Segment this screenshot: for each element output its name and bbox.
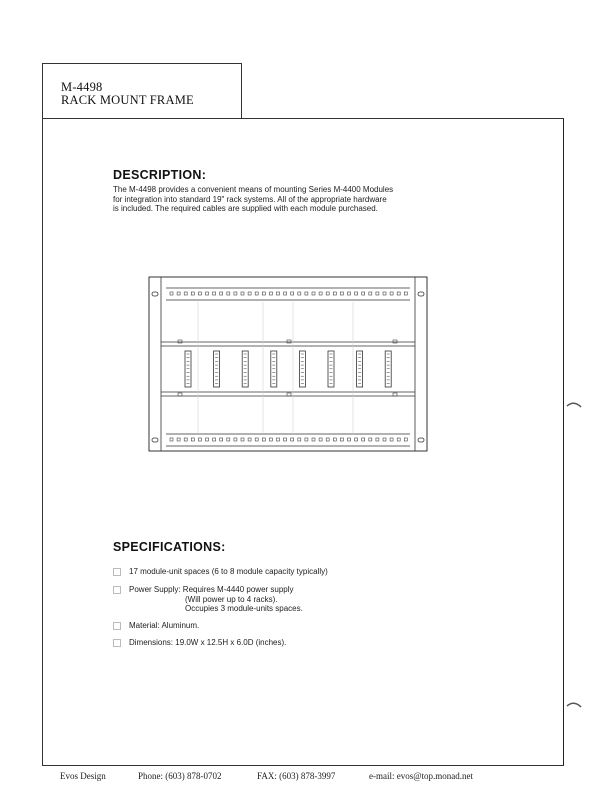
mounting-hole (333, 438, 336, 441)
mounting-hole (312, 292, 315, 295)
mounting-hole (298, 292, 301, 295)
mounting-hole (369, 292, 372, 295)
mounting-hole (177, 438, 180, 441)
mounting-hole (248, 292, 251, 295)
mounting-hole (362, 292, 365, 295)
footer-phone: Phone: (603) 878-0702 (138, 771, 222, 781)
mounting-hole (177, 292, 180, 295)
mounting-hole (277, 438, 280, 441)
mounting-hole (227, 438, 230, 441)
spec-sub-line: Occupies 3 module-units spaces. (185, 604, 303, 613)
bullet-icon (113, 639, 121, 647)
mounting-hole (198, 438, 201, 441)
description-line: is included. The required cables are supplied with each module purchased. (113, 204, 378, 213)
mounting-hole (390, 292, 393, 295)
mounting-hole (241, 292, 244, 295)
mounting-hole (213, 292, 216, 295)
mounting-hole (340, 292, 343, 295)
spec-text (129, 585, 303, 614)
mounting-hole (191, 292, 194, 295)
description-line: The M-4498 provides a convenient means of mounting Series M-4400 Modules (113, 185, 394, 194)
mounting-hole (234, 292, 237, 295)
description-heading: DESCRIPTION: (113, 168, 207, 182)
mounting-hole (383, 292, 386, 295)
description-text (113, 185, 493, 214)
mounting-hole (291, 292, 294, 295)
mounting-hole (206, 438, 209, 441)
punch-hole-mark (566, 400, 582, 410)
spec-text: Dimensions: 19.0W x 12.5H x 6.0D (inches). (129, 638, 287, 647)
mounting-hole (348, 292, 351, 295)
mounting-hole (390, 438, 393, 441)
mounting-hole (206, 292, 209, 295)
mounting-hole (319, 438, 322, 441)
mounting-hole (255, 438, 258, 441)
description-line: for integration into standard 19" rack systems. All of the appropriate hardware (113, 194, 387, 204)
mounting-hole (184, 438, 187, 441)
spec-sub-line: (Will power up to 4 racks). (185, 594, 278, 604)
specifications-heading: SPECIFICATIONS: (113, 540, 226, 554)
title-box (42, 63, 242, 119)
mounting-hole (241, 438, 244, 441)
mounting-hole (227, 292, 230, 295)
mounting-hole (198, 292, 201, 295)
bullet-icon (113, 622, 121, 630)
mounting-hole (213, 438, 216, 441)
mounting-hole (369, 438, 372, 441)
mounting-hole (397, 438, 400, 441)
frame-top-border (242, 118, 564, 119)
mounting-hole (404, 438, 407, 441)
mounting-hole (305, 438, 308, 441)
mounting-hole (191, 438, 194, 441)
mounting-hole (220, 438, 223, 441)
bullet-icon (113, 586, 121, 594)
mounting-hole (277, 292, 280, 295)
mounting-hole (355, 438, 358, 441)
spec-text: Material: Aluminum. (129, 621, 200, 630)
spec-text: 17 module-unit spaces (6 to 8 module capacity typically) (129, 567, 328, 576)
mounting-hole (404, 292, 407, 295)
mounting-hole (376, 438, 379, 441)
mounting-hole (170, 438, 173, 441)
mounting-hole (326, 292, 329, 295)
mounting-hole (184, 292, 187, 295)
punch-hole-mark (566, 700, 582, 710)
mounting-hole (355, 292, 358, 295)
mounting-hole (248, 438, 251, 441)
rack-frame-drawing (148, 276, 428, 452)
mounting-hole (220, 292, 223, 295)
product-name: RACK MOUNT FRAME (61, 93, 194, 107)
footer-fax: FAX: (603) 878-3997 (257, 771, 336, 781)
mounting-hole (333, 292, 336, 295)
mounting-hole (255, 292, 258, 295)
mounting-hole (397, 292, 400, 295)
bullet-icon (113, 568, 121, 576)
mounting-hole (305, 292, 308, 295)
mounting-hole (340, 438, 343, 441)
mounting-hole (269, 438, 272, 441)
mounting-hole (312, 438, 315, 441)
footer-company: Evos Design (60, 771, 106, 781)
mounting-hole (284, 438, 287, 441)
mounting-hole (262, 438, 265, 441)
mounting-hole (376, 292, 379, 295)
mounting-hole (284, 292, 287, 295)
spec-main-text: Power Supply: Requires M-4440 power supply (129, 585, 294, 594)
model-number: M-4498 (61, 80, 103, 94)
mounting-hole (319, 292, 322, 295)
mounting-hole (170, 292, 173, 295)
mounting-hole (291, 438, 294, 441)
mounting-hole (298, 438, 301, 441)
mounting-hole (383, 438, 386, 441)
mounting-hole (269, 292, 272, 295)
mounting-hole (326, 438, 329, 441)
mounting-hole (348, 438, 351, 441)
mounting-hole (262, 292, 265, 295)
mounting-hole (362, 438, 365, 441)
mounting-hole (234, 438, 237, 441)
footer-email: e-mail: evos@top.monad.net (369, 771, 474, 781)
